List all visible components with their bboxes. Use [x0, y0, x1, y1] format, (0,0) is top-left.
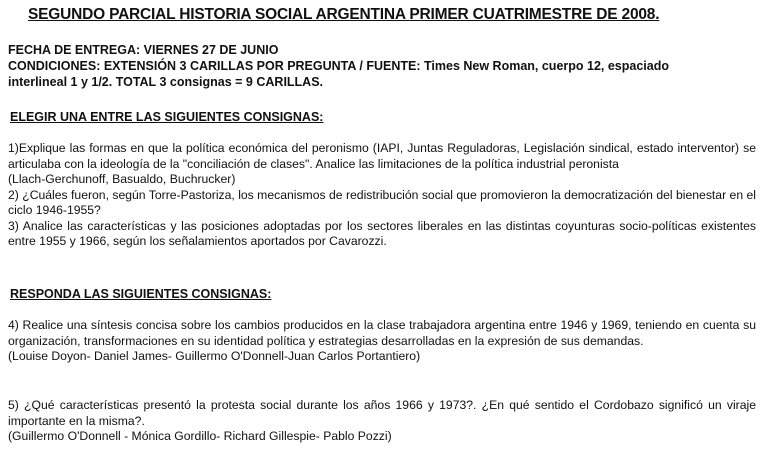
question-1-authors: (Llach-Gerchunoff, Basualdo, Buchrucker) [8, 172, 236, 186]
question-group-choose [8, 141, 756, 250]
question-2: 2) ¿Cuáles fueron, según Torre-Pastoriza, los mecanismos de redistribución social que promovieron la democratización del bienestar en el ciclo 1946-1955? [8, 187, 756, 217]
question-5-block [8, 398, 756, 445]
question-5-authors: (Guillermo O'Donnell - Mónica Gordillo- Richard Gillespie- Pablo Pozzi) [8, 429, 392, 443]
question-4-authors: (Louise Doyon- Daniel James- Guillermo O'Donnell-Juan Carlos Portantiero) [8, 349, 421, 363]
section-heading-answer: RESPONDA LAS SIGUIENTES CONSIGNAS: [10, 287, 272, 301]
exam-title: SEGUNDO PARCIAL HISTORIA SOCIAL ARGENTINA PRIMER CUATRIMESTRE DE 2008. [28, 6, 660, 23]
question-4: 4) Realice una síntesis concisa sobre los cambios producidos en la clase trabajadora argentina entre 1946 y 1969, teniendo en cuenta su organización, transformaciones en su identidad política y estrategias desarrolladas en la expresión de sus demandas. [8, 318, 756, 348]
section-heading-choose-one: ELEGIR UNA ENTRE LAS SIGUIENTES CONSIGNAS: [10, 110, 324, 124]
question-1: 1)Explique las formas en que la política económica del peronismo (IAPI, Juntas Reguladoras, Legislación sindical, estado interventor) se articulaba con la ideología de la "conciliación de clases". Analice las limitaciones de la política industrial peronista [8, 141, 756, 171]
exam-conditions [8, 42, 763, 90]
question-5: 5) ¿Qué características presentó la protesta social durante los años 1966 y 1973?. ¿En qué sentido el Cordobazo significó un viraje importante en la misma?. [8, 398, 756, 428]
question-3: 3) Analice las características y las posiciones adoptadas por los sectores liberales en las distintas coyunturas socio-políticas existentes entre 1955 y 1966, según los señalamientos aportados por Cavarozzi. [8, 218, 756, 248]
delivery-date: FECHA DE ENTREGA: VIERNES 27 DE JUNIO [8, 43, 279, 57]
conditions-line-1: CONDICIONES: EXTENSIÓN 3 CARILLAS POR PREGUNTA / FUENTE: Times New Roman, cuerpo 12, espaciado [8, 59, 669, 73]
question-4-block [8, 318, 756, 365]
conditions-line-2: interlineal 1 y 1/2. TOTAL 3 consignas = 9 CARILLAS. [8, 75, 324, 89]
